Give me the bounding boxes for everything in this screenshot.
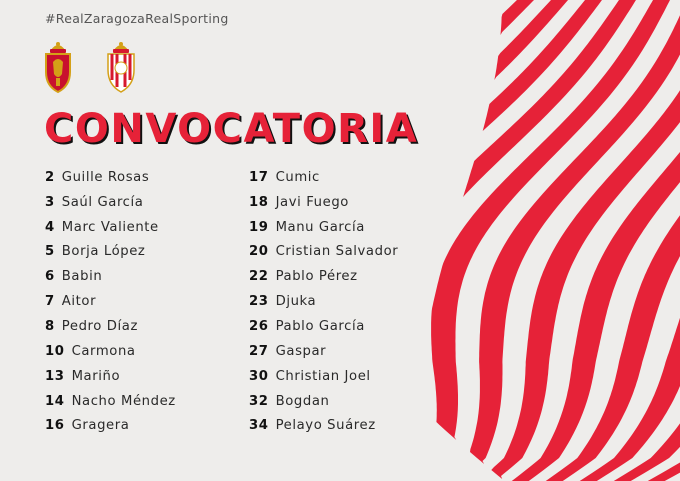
squad-list-column-1 — [45, 165, 176, 438]
squad-list-item — [45, 314, 176, 339]
player-name: Guille Rosas — [61, 169, 150, 185]
squad-list-item — [45, 264, 176, 289]
player-name: Marc Valiente — [61, 219, 159, 235]
player-number: 32 — [249, 393, 269, 409]
squad-list-item — [249, 389, 398, 414]
squad-list-item — [249, 413, 398, 438]
player-number: 23 — [249, 294, 269, 310]
player-name: Carmona — [71, 343, 136, 359]
player-number: 16 — [45, 418, 65, 434]
player-name: Pablo Pérez — [275, 269, 358, 285]
squad-list-item — [45, 165, 176, 190]
player-name: Gragera — [71, 418, 130, 434]
player-name: Saúl García — [61, 194, 144, 210]
player-number: 8 — [45, 318, 55, 334]
squad-list-item — [249, 289, 398, 314]
player-number: 4 — [45, 219, 55, 235]
hashtag: #RealZaragozaRealSporting — [45, 11, 229, 26]
player-name: Javi Fuego — [275, 194, 349, 210]
squad-list-item — [249, 165, 398, 190]
squad-list-item — [249, 264, 398, 289]
player-number: 30 — [249, 368, 269, 384]
squad-list-item — [45, 389, 176, 414]
player-name: Cumic — [275, 169, 320, 185]
player-name: Borja López — [61, 244, 146, 260]
player-name: Nacho Méndez — [71, 393, 176, 409]
squad-list-item — [45, 190, 176, 215]
player-number: 3 — [45, 194, 55, 210]
player-name: Cristian Salvador — [275, 244, 399, 260]
player-number: 5 — [45, 244, 55, 260]
player-name: Djuka — [275, 294, 317, 310]
red-stripe — [431, 0, 675, 481]
player-number: 7 — [45, 294, 55, 310]
player-name: Christian Joel — [275, 368, 371, 384]
squad-list-column-2 — [249, 165, 398, 438]
player-name: Pablo García — [275, 318, 365, 334]
player-number: 10 — [45, 343, 65, 359]
player-number: 2 — [45, 169, 55, 185]
squad-list-item — [45, 289, 176, 314]
squad-list-item — [249, 339, 398, 364]
squad-list-item — [45, 240, 176, 265]
player-number: 14 — [45, 393, 65, 409]
player-number: 22 — [249, 269, 269, 285]
player-number: 34 — [249, 418, 269, 434]
player-number: 18 — [249, 194, 269, 210]
player-name: Aitor — [61, 294, 97, 310]
squad-list-item — [45, 413, 176, 438]
squad-list-item — [249, 190, 398, 215]
squad-list-item — [249, 364, 398, 389]
squad-list-item — [249, 240, 398, 265]
player-name: Bogdan — [275, 393, 330, 409]
squad-list-item — [249, 215, 398, 240]
player-name: Pedro Díaz — [61, 318, 138, 334]
page-title: CONVOCATORIA — [44, 106, 419, 152]
player-number: 17 — [249, 169, 269, 185]
player-name: Manu García — [275, 219, 365, 235]
player-number: 19 — [249, 219, 269, 235]
squad-list-item — [45, 215, 176, 240]
squad-list-item — [45, 364, 176, 389]
player-name: Mariño — [71, 368, 121, 384]
squad-list-item — [249, 314, 398, 339]
player-number: 27 — [249, 343, 269, 359]
player-number: 20 — [249, 244, 269, 260]
player-name: Gaspar — [275, 343, 327, 359]
player-number: 13 — [45, 368, 65, 384]
player-name: Babin — [61, 269, 103, 285]
player-number: 26 — [249, 318, 269, 334]
real-sporting-crest-icon — [104, 38, 138, 94]
player-name: Pelayo Suárez — [275, 418, 376, 434]
squad-list-item — [45, 339, 176, 364]
real-zaragoza-crest-icon — [42, 38, 74, 94]
player-number: 6 — [45, 269, 55, 285]
